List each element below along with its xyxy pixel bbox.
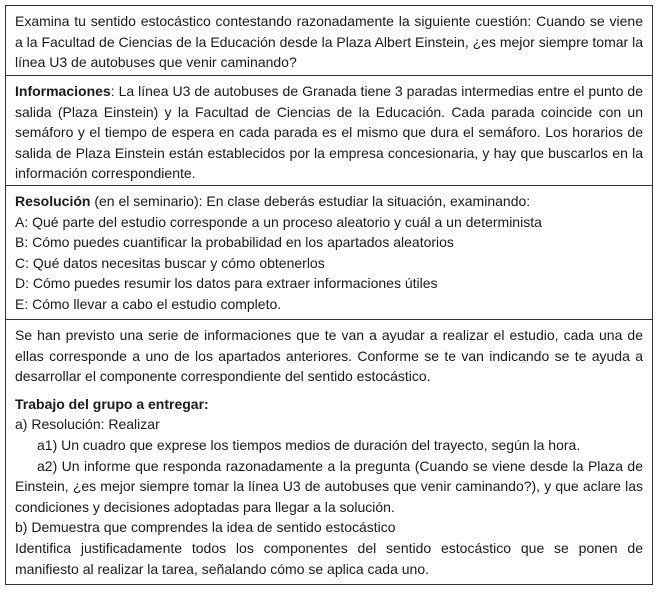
- group-item-a2: [15, 456, 643, 518]
- resolution-label: Resolución: [15, 193, 91, 209]
- resolution-intro-text: (en el seminario): En clase deberás estudiar la situación, examinando:: [90, 193, 531, 209]
- question-text: Examina tu sentido estocástico contestando razonadamente la siguiente cuestión: Cuando se viene a la Facultad de Ciencias de la Educación desde la Plaza Albert Einstein, ¿es mejor siempre tomar la línea U3 de autobuses que venir caminando?: [15, 13, 643, 71]
- group-intro: Se han previsto una serie de informaciones que te van a ayudar a realizar el estudio, cada una de ellas corresponde a uno de los apartados anteriores. Conforme se te van indicando se te ayuda a desarrollar el componente correspondiente del sentido estocástico.: [15, 327, 643, 385]
- resolution-item-e: E: Cómo llevar a cabo el estudio completo.: [15, 295, 282, 312]
- resolution-item-a: A: Qué parte del estudio corresponde a un proceso aleatorio y cuál a un determinista: [15, 213, 542, 230]
- group-item-b: b) Demuestra que comprendes la idea de sentido estocástico: [15, 519, 396, 536]
- info-text: : La línea U3 de autobuses de Granada tiene 3 paradas intermedias entre el punto de salida (Plaza Einstein) y la Facultad de Ciencias de la Educación. Cada parada coincide con un semáforo y el tiempo de espera en cada parada es el mismo que dura el semáforo. Los horarios de salida de Plaza Einstein están establecidos por la empresa concesionaria, y hay que buscarlos en la información correspondiente.: [15, 83, 643, 182]
- resolution-cell: [6, 186, 652, 320]
- group-item-a: a) Resolución: Realizar: [15, 416, 160, 433]
- question-cell: [6, 6, 652, 76]
- group-item-a1: a1) Un cuadro que exprese los tiempos medios de duración del trayecto, según la hora.: [37, 436, 581, 453]
- resolution-item-d: D: Cómo puedes resumir los datos para extraer informaciones útiles: [15, 275, 438, 292]
- group-work-cell: [6, 320, 652, 585]
- group-title: Trabajo del grupo a entregar:: [15, 395, 209, 412]
- info-paragraph: [15, 81, 643, 184]
- info-label: Informaciones: [15, 83, 111, 99]
- group-final: Identifica justificadamente todos los componentes del sentido estocástico que se ponen de manifiesto al realizar la tarea, señalando cómo se aplica cada uno.: [15, 539, 643, 577]
- resolution-item-c: C: Qué datos necesitas buscar y cómo obtenerlos: [15, 254, 325, 271]
- resolution-item-b: B: Cómo puedes cuantificar la probabilidad en los apartados aleatorios: [15, 234, 454, 251]
- info-cell: [6, 76, 652, 186]
- resolution-intro: [15, 191, 643, 212]
- activity-table: [5, 5, 653, 585]
- group-item-a2-text: a2) Un informe que responda razonadamente a la pregunta (Cuando se viene desde la Plaza de Einstein, ¿es mejor siempre tomar la línea U3 de autobuses que venir caminando?), y que aclare las condiciones y decisiones adoptadas para llegar a la solución.: [15, 457, 643, 515]
